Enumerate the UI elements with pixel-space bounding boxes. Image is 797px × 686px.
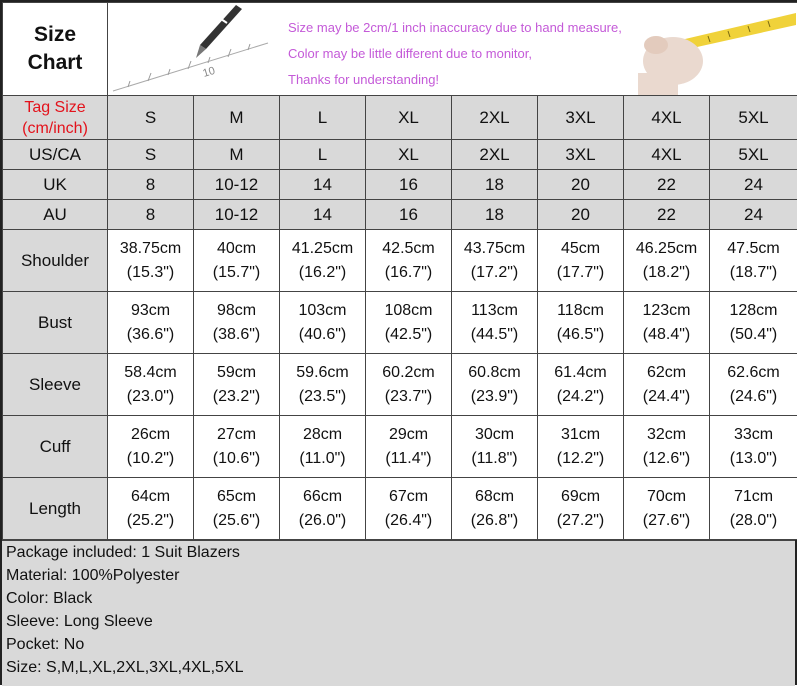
table-cell: 14 bbox=[280, 170, 366, 200]
table-cell: 10-12 bbox=[194, 200, 280, 230]
inch-value: (38.6") bbox=[194, 323, 279, 347]
table-cell bbox=[710, 354, 797, 416]
table-cell bbox=[710, 416, 797, 478]
measurement-banner bbox=[108, 3, 797, 96]
table-cell bbox=[538, 292, 624, 354]
cm-value: 103cm bbox=[280, 299, 365, 323]
row-label: AU bbox=[3, 200, 108, 230]
table-cell bbox=[280, 354, 366, 416]
note-line: Size may be 2cm/1 inch inaccuracy due to hand measure, bbox=[288, 15, 622, 41]
inch-value: (44.5") bbox=[452, 323, 537, 347]
table-cell bbox=[452, 416, 538, 478]
cm-value: 32cm bbox=[624, 423, 709, 447]
inch-value: (26.0") bbox=[280, 509, 365, 533]
cm-value: 65cm bbox=[194, 485, 279, 509]
cm-value: 93cm bbox=[108, 299, 193, 323]
size-header-cell: L bbox=[280, 96, 366, 140]
table-cell: M bbox=[194, 140, 280, 170]
inch-value: (42.5") bbox=[366, 323, 451, 347]
table-cell bbox=[108, 478, 194, 540]
cm-value: 46.25cm bbox=[624, 237, 709, 261]
inch-value: (11.0") bbox=[280, 447, 365, 471]
table-cell bbox=[280, 292, 366, 354]
inch-value: (26.4") bbox=[366, 509, 451, 533]
inch-value: (23.7") bbox=[366, 385, 451, 409]
measurement-notes bbox=[288, 15, 622, 93]
table-cell: 20 bbox=[538, 170, 624, 200]
size-header-cell: XL bbox=[366, 96, 452, 140]
table-cell bbox=[108, 354, 194, 416]
table-row bbox=[3, 478, 797, 540]
row-label: Bust bbox=[3, 292, 108, 354]
cm-value: 62.6cm bbox=[710, 361, 797, 385]
row-label: UK bbox=[3, 170, 108, 200]
table-cell: 16 bbox=[366, 170, 452, 200]
table-cell bbox=[624, 354, 710, 416]
cm-value: 41.25cm bbox=[280, 237, 365, 261]
table-cell bbox=[366, 354, 452, 416]
inch-value: (16.7") bbox=[366, 261, 451, 285]
inch-value: (27.2") bbox=[538, 509, 623, 533]
note-line: Color may be little different due to monitor, bbox=[288, 41, 622, 67]
table-cell bbox=[710, 292, 797, 354]
size-header-cell: 2XL bbox=[452, 96, 538, 140]
table-cell bbox=[366, 478, 452, 540]
table-row bbox=[3, 170, 797, 200]
inch-value: (12.2") bbox=[538, 447, 623, 471]
table-cell bbox=[538, 230, 624, 292]
inch-value: (10.2") bbox=[108, 447, 193, 471]
cm-value: 123cm bbox=[624, 299, 709, 323]
table-cell: 16 bbox=[366, 200, 452, 230]
cm-value: 70cm bbox=[624, 485, 709, 509]
cm-value: 40cm bbox=[194, 237, 279, 261]
cm-value: 42.5cm bbox=[366, 237, 451, 261]
cm-value: 28cm bbox=[280, 423, 365, 447]
inch-value: (16.2") bbox=[280, 261, 365, 285]
detail-line: Pocket: No bbox=[2, 633, 795, 656]
inch-value: (25.2") bbox=[108, 509, 193, 533]
table-cell: 20 bbox=[538, 200, 624, 230]
inch-value: (15.3") bbox=[108, 261, 193, 285]
table-cell bbox=[624, 478, 710, 540]
inch-value: (15.7") bbox=[194, 261, 279, 285]
inch-value: (50.4") bbox=[710, 323, 797, 347]
table-cell bbox=[194, 230, 280, 292]
table-cell: 18 bbox=[452, 200, 538, 230]
inch-value: (11.8") bbox=[452, 447, 537, 471]
detail-line: Package included: 1 Suit Blazers bbox=[2, 541, 795, 564]
inch-value: (23.5") bbox=[280, 385, 365, 409]
hand-icon bbox=[638, 36, 703, 95]
table-cell bbox=[366, 292, 452, 354]
inch-value: (24.6") bbox=[710, 385, 797, 409]
table-cell bbox=[452, 230, 538, 292]
cm-value: 27cm bbox=[194, 423, 279, 447]
inch-value: (23.2") bbox=[194, 385, 279, 409]
cm-value: 98cm bbox=[194, 299, 279, 323]
table-cell: 24 bbox=[710, 170, 797, 200]
table-cell bbox=[366, 416, 452, 478]
table-cell bbox=[538, 478, 624, 540]
table-cell bbox=[108, 416, 194, 478]
pen-icon bbox=[196, 5, 242, 58]
inch-value: (24.2") bbox=[538, 385, 623, 409]
cm-value: 69cm bbox=[538, 485, 623, 509]
cm-value: 68cm bbox=[452, 485, 537, 509]
table-cell bbox=[538, 354, 624, 416]
tag-size-label-line1: Tag Size bbox=[3, 97, 107, 118]
table-row bbox=[3, 354, 797, 416]
cm-value: 38.75cm bbox=[108, 237, 193, 261]
table-cell: L bbox=[280, 140, 366, 170]
inch-value: (48.4") bbox=[624, 323, 709, 347]
chart-title bbox=[3, 3, 108, 96]
size-header-cell: M bbox=[194, 96, 280, 140]
table-cell bbox=[280, 230, 366, 292]
inch-value: (13.0") bbox=[710, 447, 797, 471]
table-cell: 4XL bbox=[624, 140, 710, 170]
table-cell: 22 bbox=[624, 200, 710, 230]
table-cell: 2XL bbox=[452, 140, 538, 170]
table-cell: 22 bbox=[624, 170, 710, 200]
inch-value: (18.7") bbox=[710, 261, 797, 285]
inch-value: (18.2") bbox=[624, 261, 709, 285]
inch-value: (28.0") bbox=[710, 509, 797, 533]
inch-value: (23.0") bbox=[108, 385, 193, 409]
table-cell: XL bbox=[366, 140, 452, 170]
table-cell bbox=[366, 230, 452, 292]
table-cell: 14 bbox=[280, 200, 366, 230]
cm-value: 26cm bbox=[108, 423, 193, 447]
cm-value: 64cm bbox=[108, 485, 193, 509]
inch-value: (24.4") bbox=[624, 385, 709, 409]
table-cell bbox=[710, 230, 797, 292]
table-cell: 18 bbox=[452, 170, 538, 200]
inch-value: (17.2") bbox=[452, 261, 537, 285]
chart-title-line1: Size bbox=[3, 21, 107, 49]
table-row bbox=[3, 230, 797, 292]
table-row bbox=[3, 200, 797, 230]
inch-value: (25.6") bbox=[194, 509, 279, 533]
cm-value: 113cm bbox=[452, 299, 537, 323]
cm-value: 29cm bbox=[366, 423, 451, 447]
table-cell: S bbox=[108, 140, 194, 170]
table-cell bbox=[194, 416, 280, 478]
tag-size-label-line2: (cm/inch) bbox=[3, 118, 107, 139]
inch-value: (10.6") bbox=[194, 447, 279, 471]
table-cell bbox=[710, 478, 797, 540]
cm-value: 58.4cm bbox=[108, 361, 193, 385]
chart-title-line2: Chart bbox=[3, 49, 107, 77]
tag-size-label bbox=[3, 96, 108, 140]
detail-line: Color: Black bbox=[2, 587, 795, 610]
cm-value: 66cm bbox=[280, 485, 365, 509]
table-row bbox=[3, 140, 797, 170]
table-cell bbox=[194, 354, 280, 416]
table-row bbox=[3, 292, 797, 354]
inch-value: (36.6") bbox=[108, 323, 193, 347]
table-cell: 10-12 bbox=[194, 170, 280, 200]
table-cell bbox=[108, 292, 194, 354]
inch-value: (40.6") bbox=[280, 323, 365, 347]
table-cell: 3XL bbox=[538, 140, 624, 170]
cm-value: 108cm bbox=[366, 299, 451, 323]
detail-line: Material: 100%Polyester bbox=[2, 564, 795, 587]
cm-value: 60.2cm bbox=[366, 361, 451, 385]
cm-value: 67cm bbox=[366, 485, 451, 509]
cm-value: 45cm bbox=[538, 237, 623, 261]
row-label: Length bbox=[3, 478, 108, 540]
cm-value: 47.5cm bbox=[710, 237, 797, 261]
cm-value: 59cm bbox=[194, 361, 279, 385]
cm-value: 60.8cm bbox=[452, 361, 537, 385]
inch-value: (46.5") bbox=[538, 323, 623, 347]
note-line: Thanks for understanding! bbox=[288, 67, 622, 93]
inch-value: (26.8") bbox=[452, 509, 537, 533]
product-details bbox=[2, 540, 795, 686]
table-cell bbox=[452, 354, 538, 416]
inch-value: (12.6") bbox=[624, 447, 709, 471]
row-label: Cuff bbox=[3, 416, 108, 478]
inch-value: (23.9") bbox=[452, 385, 537, 409]
inch-value: (27.6") bbox=[624, 509, 709, 533]
row-label: Sleeve bbox=[3, 354, 108, 416]
cm-value: 30cm bbox=[452, 423, 537, 447]
table-cell bbox=[624, 416, 710, 478]
table-cell: 8 bbox=[108, 200, 194, 230]
table-row bbox=[3, 416, 797, 478]
ruler-icon bbox=[113, 43, 268, 91]
cm-value: 43.75cm bbox=[452, 237, 537, 261]
table-cell bbox=[452, 292, 538, 354]
table-cell: 8 bbox=[108, 170, 194, 200]
table-cell bbox=[452, 478, 538, 540]
table-cell bbox=[194, 292, 280, 354]
cm-value: 31cm bbox=[538, 423, 623, 447]
cm-value: 128cm bbox=[710, 299, 797, 323]
cm-value: 59.6cm bbox=[280, 361, 365, 385]
cm-value: 33cm bbox=[710, 423, 797, 447]
table-cell bbox=[624, 230, 710, 292]
table-cell bbox=[280, 478, 366, 540]
table-cell bbox=[194, 478, 280, 540]
size-header-cell: 4XL bbox=[624, 96, 710, 140]
table-cell: 5XL bbox=[710, 140, 797, 170]
table-cell bbox=[538, 416, 624, 478]
row-label: Shoulder bbox=[3, 230, 108, 292]
cm-value: 71cm bbox=[710, 485, 797, 509]
row-label: US/CA bbox=[3, 140, 108, 170]
size-table bbox=[2, 2, 797, 540]
cm-value: 62cm bbox=[624, 361, 709, 385]
detail-line: Size: S,M,L,XL,2XL,3XL,4XL,5XL bbox=[2, 656, 795, 679]
inch-value: (17.7") bbox=[538, 261, 623, 285]
table-cell bbox=[108, 230, 194, 292]
cm-value: 61.4cm bbox=[538, 361, 623, 385]
table-cell bbox=[280, 416, 366, 478]
cm-value: 118cm bbox=[538, 299, 623, 323]
table-cell bbox=[624, 292, 710, 354]
ruler-number: 10 bbox=[201, 65, 216, 80]
detail-line: Sleeve: Long Sleeve bbox=[2, 610, 795, 633]
size-header-cell: 3XL bbox=[538, 96, 624, 140]
table-cell: 24 bbox=[710, 200, 797, 230]
inch-value: (11.4") bbox=[366, 447, 451, 471]
size-header-cell: S bbox=[108, 96, 194, 140]
size-header-cell: 5XL bbox=[710, 96, 797, 140]
